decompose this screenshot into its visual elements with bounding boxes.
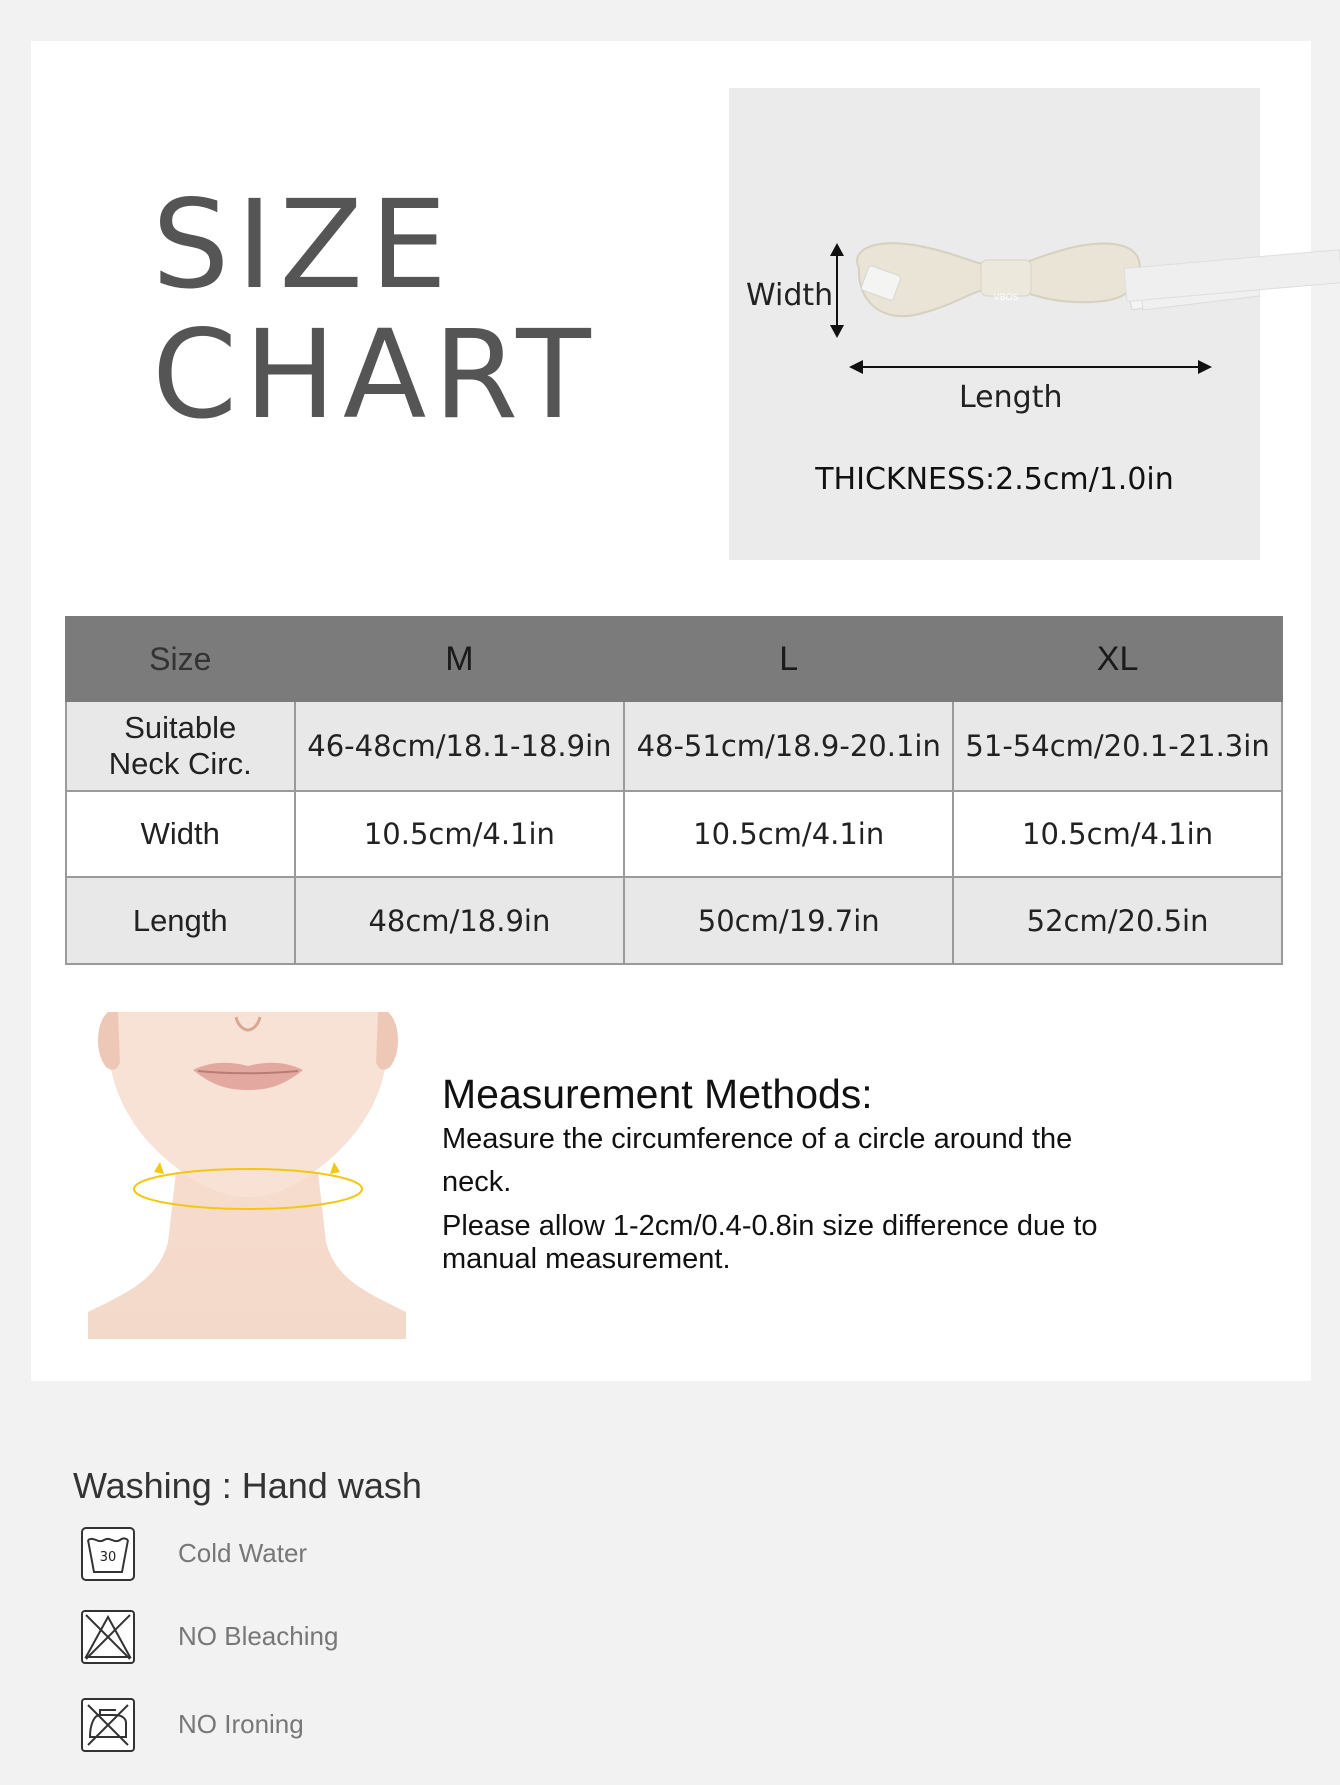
thickness-text: THICKNESS:2.5cm/1.0in (815, 462, 1174, 497)
header-m: M (295, 617, 625, 701)
table-row (66, 877, 1282, 964)
instruction-line-2: neck. (442, 1166, 512, 1198)
no-bleach-icon (80, 1609, 136, 1665)
length-label: Length (959, 380, 1063, 415)
row-label-line-1: Suitable (124, 710, 237, 745)
care-text: NO Bleaching (178, 1621, 339, 1651)
brand-label: VBOS (993, 293, 1019, 303)
table-cell: 10.5cm/4.1in (953, 791, 1282, 877)
washing-separator: : (211, 1465, 242, 1506)
row-label-width: Width (66, 791, 295, 877)
measurement-methods (442, 1070, 1202, 1276)
header-l: L (624, 617, 953, 701)
table-cell: 48-51cm/18.9-20.1in (624, 701, 953, 791)
note-line-2: manual measurement. (442, 1243, 731, 1275)
wash-temperature: 30 (99, 1550, 117, 1565)
measurement-instruction (442, 1118, 1202, 1204)
row-label-length: Length (66, 877, 295, 964)
page-title (152, 174, 598, 446)
width-label: Width (746, 278, 834, 313)
table-cell: 50cm/19.7in (624, 877, 953, 964)
note-line-1: Please allow 1-2cm/0.4-0.8in size difference due to (442, 1210, 1098, 1242)
measurement-title: Measurement Methods: (442, 1071, 873, 1117)
table-header-row (66, 617, 1282, 701)
table-cell: 52cm/20.5in (953, 877, 1282, 964)
wash-30-icon (80, 1526, 136, 1582)
instruction-line-1: Measure the circumference of a circle around the (442, 1123, 1073, 1155)
row-label-neck-circ (66, 701, 295, 791)
care-text: Cold Water (178, 1538, 308, 1568)
neck-measurement-illustration (88, 1012, 406, 1339)
product-diagram (729, 88, 1260, 560)
no-iron-icon (80, 1697, 136, 1753)
washing-heading (73, 1465, 422, 1507)
table-cell: 10.5cm/4.1in (295, 791, 625, 877)
table-cell: 10.5cm/4.1in (624, 791, 953, 877)
care-text: NO Ironing (178, 1709, 304, 1739)
table-row (66, 701, 1282, 791)
washing-label: Washing (73, 1465, 212, 1506)
header-xl: XL (953, 617, 1282, 701)
title-line-1: SIZE (152, 174, 455, 316)
size-table (65, 616, 1283, 965)
measurement-note (442, 1210, 1202, 1276)
table-cell: 51-54cm/20.1-21.3in (953, 701, 1282, 791)
washing-value: Hand wash (241, 1465, 422, 1506)
table-cell: 48cm/18.9in (295, 877, 625, 964)
title-line-2: CHART (152, 304, 598, 446)
table-cell: 46-48cm/18.1-18.9in (295, 701, 625, 791)
row-label-line-2: Neck Circ. (108, 746, 252, 781)
table-row (66, 791, 1282, 877)
header-size: Size (66, 617, 295, 701)
